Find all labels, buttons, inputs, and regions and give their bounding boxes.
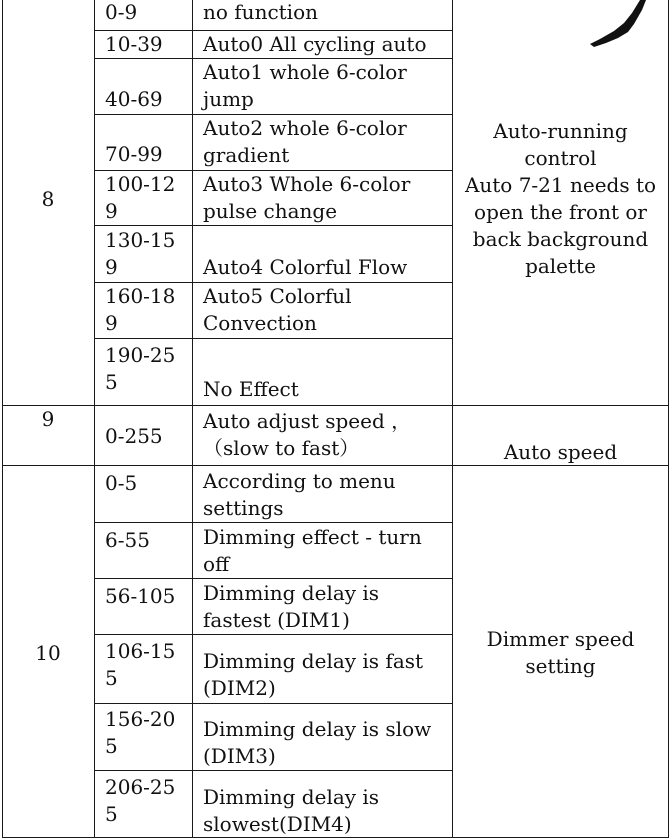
value-range-cell <box>105 527 191 554</box>
function-cell <box>203 115 441 169</box>
value-range-cell <box>105 706 191 760</box>
remark-cell <box>453 626 668 680</box>
function-cell <box>203 468 441 522</box>
function-line: Dimming delay is slow <box>203 717 432 741</box>
value-line: 0-9 <box>105 0 138 24</box>
channel-number: 9 <box>41 407 55 431</box>
function-cell <box>203 648 441 702</box>
remark-line: back background <box>472 227 649 251</box>
value-line: 206-25 <box>105 775 176 799</box>
function-cell <box>203 31 441 58</box>
grid-line <box>94 0 95 838</box>
remark-line: setting <box>525 654 596 678</box>
value-line: 100-12 <box>105 172 176 196</box>
function-line: Auto3 Whole 6-color <box>203 172 411 196</box>
grid-line <box>94 703 453 704</box>
value-line: 190-25 <box>105 343 176 367</box>
grid-line <box>192 0 193 838</box>
grid-line <box>94 338 453 339</box>
value-line: 10-39 <box>105 32 163 56</box>
value-range-cell <box>105 0 191 26</box>
brush-stroke-mark <box>588 0 648 52</box>
value-range-cell <box>105 774 191 828</box>
function-cell <box>203 784 441 838</box>
value-range-cell <box>105 31 191 58</box>
value-line: 5 <box>105 666 118 690</box>
grid-line <box>94 225 453 226</box>
value-range-cell <box>105 141 191 168</box>
remark-line: Auto-running <box>493 119 628 143</box>
value-range-cell <box>105 583 191 610</box>
function-line: off <box>203 552 230 576</box>
value-range-cell <box>105 638 191 692</box>
function-line: Dimming delay is <box>203 785 380 809</box>
value-range-cell <box>105 171 191 225</box>
function-line: No Effect <box>203 377 299 401</box>
remark-line: Dimmer speed <box>486 627 635 651</box>
function-cell <box>203 59 441 113</box>
value-range-cell <box>105 227 191 281</box>
function-cell <box>203 408 441 462</box>
function-line: Auto2 whole 6-color <box>203 116 407 140</box>
value-range-cell <box>105 283 191 337</box>
value-line: 106-15 <box>105 639 176 663</box>
brush-stroke-shape <box>590 0 646 47</box>
value-line: 56-105 <box>105 584 176 608</box>
function-line: slowest(DIM4) <box>203 812 352 836</box>
remark-line: Auto 7-21 needs to <box>464 173 657 197</box>
remark-line: open the front or <box>474 200 647 224</box>
channel-number: 10 <box>35 641 61 665</box>
value-line: 0-5 <box>105 471 138 495</box>
value-line: 6-55 <box>105 528 150 552</box>
remark-cell <box>453 118 668 280</box>
value-line: 9 <box>105 199 118 223</box>
function-line: According to menu <box>203 469 396 493</box>
value-line: 5 <box>105 370 118 394</box>
value-line: 70-99 <box>105 142 163 166</box>
value-range-cell <box>105 86 191 113</box>
value-line: 156-20 <box>105 707 176 731</box>
function-line: (DIM3) <box>203 744 276 768</box>
value-line: 9 <box>105 311 118 335</box>
grid-line <box>668 0 669 838</box>
remark-line: Auto speed <box>503 440 618 464</box>
function-cell <box>203 376 441 403</box>
function-line: Auto5 Colorful <box>203 284 352 308</box>
grid-line <box>94 770 453 771</box>
function-line: settings <box>203 496 284 520</box>
grid-line <box>94 578 453 579</box>
value-line: 40-69 <box>105 87 163 111</box>
function-cell <box>203 254 441 281</box>
function-line: Auto4 Colorful Flow <box>203 255 408 279</box>
remark-line: control <box>524 146 597 170</box>
function-line: Auto0 All cycling auto <box>203 32 427 56</box>
value-line: 130-15 <box>105 228 176 252</box>
function-line: Convection <box>203 311 317 335</box>
function-cell <box>203 716 441 770</box>
function-line: pulse change <box>203 199 338 223</box>
function-cell <box>203 283 441 337</box>
function-line: Dimming delay is <box>203 581 380 605</box>
value-range-cell <box>105 423 191 450</box>
function-cell <box>203 524 441 578</box>
function-line: Auto1 whole 6-color <box>203 60 407 84</box>
grid-line <box>2 405 669 406</box>
remark-line: palette <box>525 254 596 278</box>
function-line: gradient <box>203 143 290 167</box>
grid-line <box>94 634 453 635</box>
function-line: (DIM2) <box>203 676 276 700</box>
function-cell <box>203 580 441 634</box>
value-line: 0-255 <box>105 424 163 448</box>
remark-cell <box>453 439 668 466</box>
function-line: Auto adjust speed ， <box>203 409 412 433</box>
function-line: fastest (DIM1) <box>203 608 350 632</box>
function-line: Dimming delay is fast <box>203 649 424 673</box>
value-line: 160-18 <box>105 284 176 308</box>
grid-line <box>94 522 453 523</box>
function-line: （slow to fast） <box>203 436 360 460</box>
function-line: jump <box>203 87 254 111</box>
dmx-channel-table <box>2 0 669 838</box>
channel-number: 8 <box>41 187 55 211</box>
function-line: Dimming effect - turn <box>203 525 422 549</box>
function-line: no function <box>203 0 318 24</box>
function-cell <box>203 0 441 26</box>
value-line: 9 <box>105 255 118 279</box>
value-range-cell <box>105 470 191 497</box>
value-line: 5 <box>105 734 118 758</box>
value-range-cell <box>105 342 191 396</box>
value-line: 5 <box>105 802 118 826</box>
function-cell <box>203 171 441 225</box>
